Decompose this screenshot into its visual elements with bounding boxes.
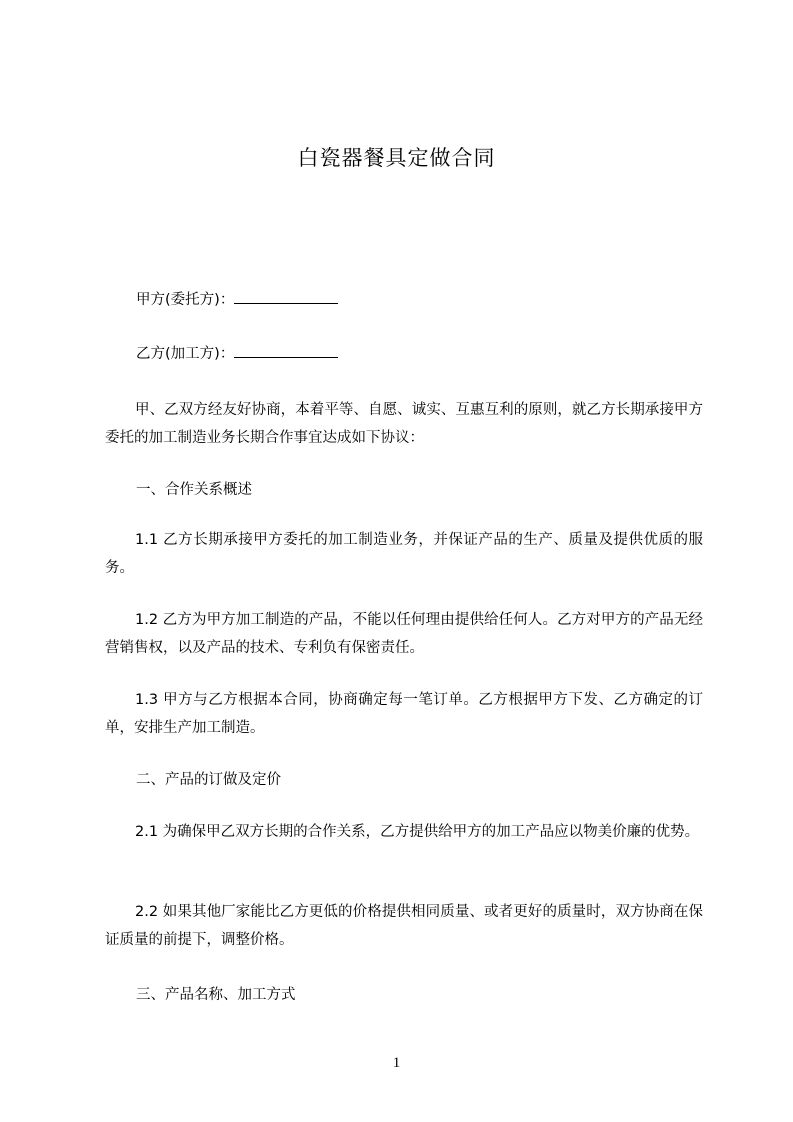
clause-2-2: 2.2 如果其他厂家能比乙方更低的价格提供相同质量、或者更好的质量时，双方协商在保证质量的前提下，调整价格。 [105, 904, 703, 948]
clause-1-2: 1.2 乙方为甲方加工制造的产品，不能以任何理由提供给任何人。乙方对甲方的产品无经营销售权，以及产品的技术、专利负有保密责任。 [105, 612, 703, 656]
page-number: 1 [392, 1055, 401, 1071]
document-title: 白瓷器餐具定做合同 [297, 146, 496, 170]
party-a-label: 甲方(委托方)： [136, 292, 235, 308]
section-1-heading: 一、合作关系概述 [136, 482, 252, 498]
party-a-blank[interactable] [234, 286, 338, 304]
clause-2-1: 2.1 为确保甲乙双方长期的合作关系，乙方提供给甲方的加工产品应以物美价廉的优势。 [135, 824, 700, 840]
section-3-heading: 三、产品名称、加工方式 [136, 987, 296, 1003]
party-b-label: 乙方(加工方)： [136, 346, 235, 362]
party-b-blank[interactable] [234, 340, 338, 358]
section-2-heading: 二、产品的订做及定价 [136, 772, 281, 788]
clause-1-1: 1.1 乙方长期承接甲方委托的加工制造业务，并保证产品的生产、质量及提供优质的服务。 [105, 532, 703, 576]
party-a-line [136, 286, 736, 314]
clause-1-3: 1.3 甲方与乙方根据本合同，协商确定每一笔订单。乙方根据甲方下发、乙方确定的订单，安排生产加工制造。 [105, 692, 703, 736]
party-b-line [136, 340, 736, 368]
intro-paragraph: 甲、乙双方经友好协商，本着平等、自愿、诚实、互惠互利的原则，就乙方长期承接甲方委托的加工制造业务长期合作事宜达成如下协议： [105, 402, 703, 446]
